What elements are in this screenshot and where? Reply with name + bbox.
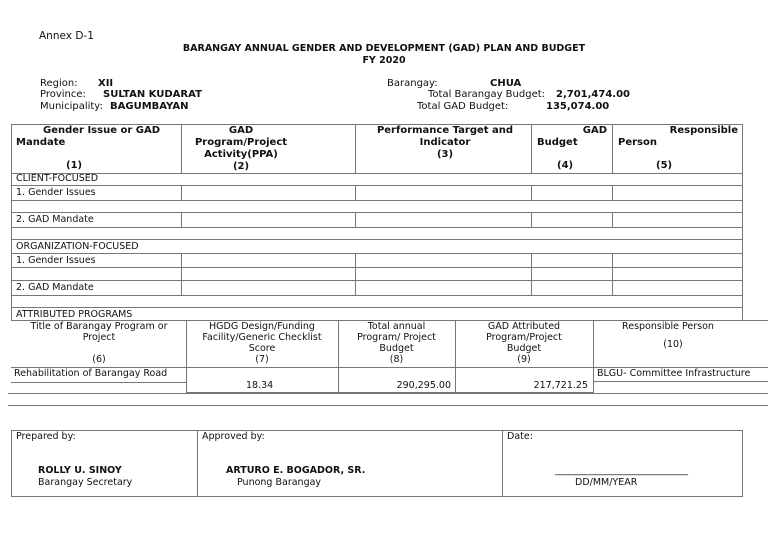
prepared-by-name: ROLLY U. SINOY xyxy=(38,465,122,476)
total-budget-label: Total Barangay Budget: xyxy=(428,89,546,100)
attr-row-person: BLGU- Committee Infrastructure xyxy=(597,368,751,379)
region-label: Region: xyxy=(40,78,78,89)
prepared-by-label: Prepared by: xyxy=(16,431,76,442)
client-focused-label: CLIENT-FOCUSED xyxy=(16,173,99,184)
attr-row-score: 18.34 xyxy=(246,380,274,391)
date-format: DD/MM/YEAR xyxy=(575,477,638,488)
attr-row-total: 290,295.00 xyxy=(396,380,451,391)
approved-by-label: Approved by: xyxy=(202,431,265,442)
attr-header-total: Total annual Program/ Project Budget (8) xyxy=(357,321,436,365)
approved-by-title: Punong Barangay xyxy=(237,477,322,488)
gender-issues-label: 1. Gender Issues xyxy=(16,187,96,198)
header-performance: Performance Target and Indicator (3) xyxy=(376,125,514,160)
annex-label: Annex D-1 xyxy=(39,30,94,42)
header-person: Person xyxy=(618,137,657,148)
header-gad-1: GAD xyxy=(582,125,607,136)
gad-budget-value: 135,074.00 xyxy=(546,101,610,112)
header-gender-issue: Gender Issue or GAD Mandate xyxy=(16,125,161,148)
header-ppa: GAD Program/Project Activity(PPA) (2) xyxy=(194,125,288,172)
province-value: SULTAN KUDARAT xyxy=(103,89,202,100)
date-label: Date: xyxy=(507,431,533,442)
header-responsible: Responsible xyxy=(669,125,738,136)
municipality-value: BAGUMBAYAN xyxy=(110,101,189,112)
fiscal-year: FY 2020 xyxy=(362,55,406,66)
attr-header-gad: GAD Attributed Program/Project Budget (9) xyxy=(486,321,562,365)
attr-row-gad: 217,721.25 xyxy=(533,380,588,391)
region-value: XII xyxy=(98,78,114,89)
municipality-label: Municipality: xyxy=(40,101,103,112)
gender-issues-label: 1. Gender Issues xyxy=(16,255,96,266)
province-label: Province: xyxy=(40,89,86,100)
date-signature-line: ____________________________ xyxy=(555,465,688,476)
prepared-by-title: Barangay Secretary xyxy=(38,477,133,488)
header-num-1: (1) xyxy=(66,160,83,171)
header-num-4: (4) xyxy=(557,160,574,171)
header-num-5: (5) xyxy=(656,160,673,171)
page-title: BARANGAY ANNUAL GENDER AND DEVELOPMENT (GAD) PLAN AND BUDGET xyxy=(182,43,586,54)
gad-mandate-label: 2. GAD Mandate xyxy=(16,282,94,293)
attr-row-title: Rehabilitation of Barangay Road xyxy=(14,368,168,379)
barangay-value: CHUA xyxy=(490,78,522,89)
total-budget-value: 2,701,474.00 xyxy=(556,89,631,100)
header-budget: Budget xyxy=(537,137,578,148)
gad-budget-label: Total GAD Budget: xyxy=(417,101,509,112)
org-focused-label: ORGANIZATION-FOCUSED xyxy=(16,241,139,252)
attr-header-responsible: Responsible Person (10) xyxy=(622,321,714,350)
attr-header-title: Title of Barangay Program or Project (6) xyxy=(30,321,168,365)
attr-header-hgdg: HGDG Design/Funding Facility/Generic Checklist Score (7) xyxy=(202,321,322,365)
barangay-label: Barangay: xyxy=(387,78,438,89)
approved-by-name: ARTURO E. BOGADOR, SR. xyxy=(226,465,366,476)
attributed-programs-label: ATTRIBUTED PROGRAMS xyxy=(16,309,133,320)
gad-mandate-label: 2. GAD Mandate xyxy=(16,214,94,225)
